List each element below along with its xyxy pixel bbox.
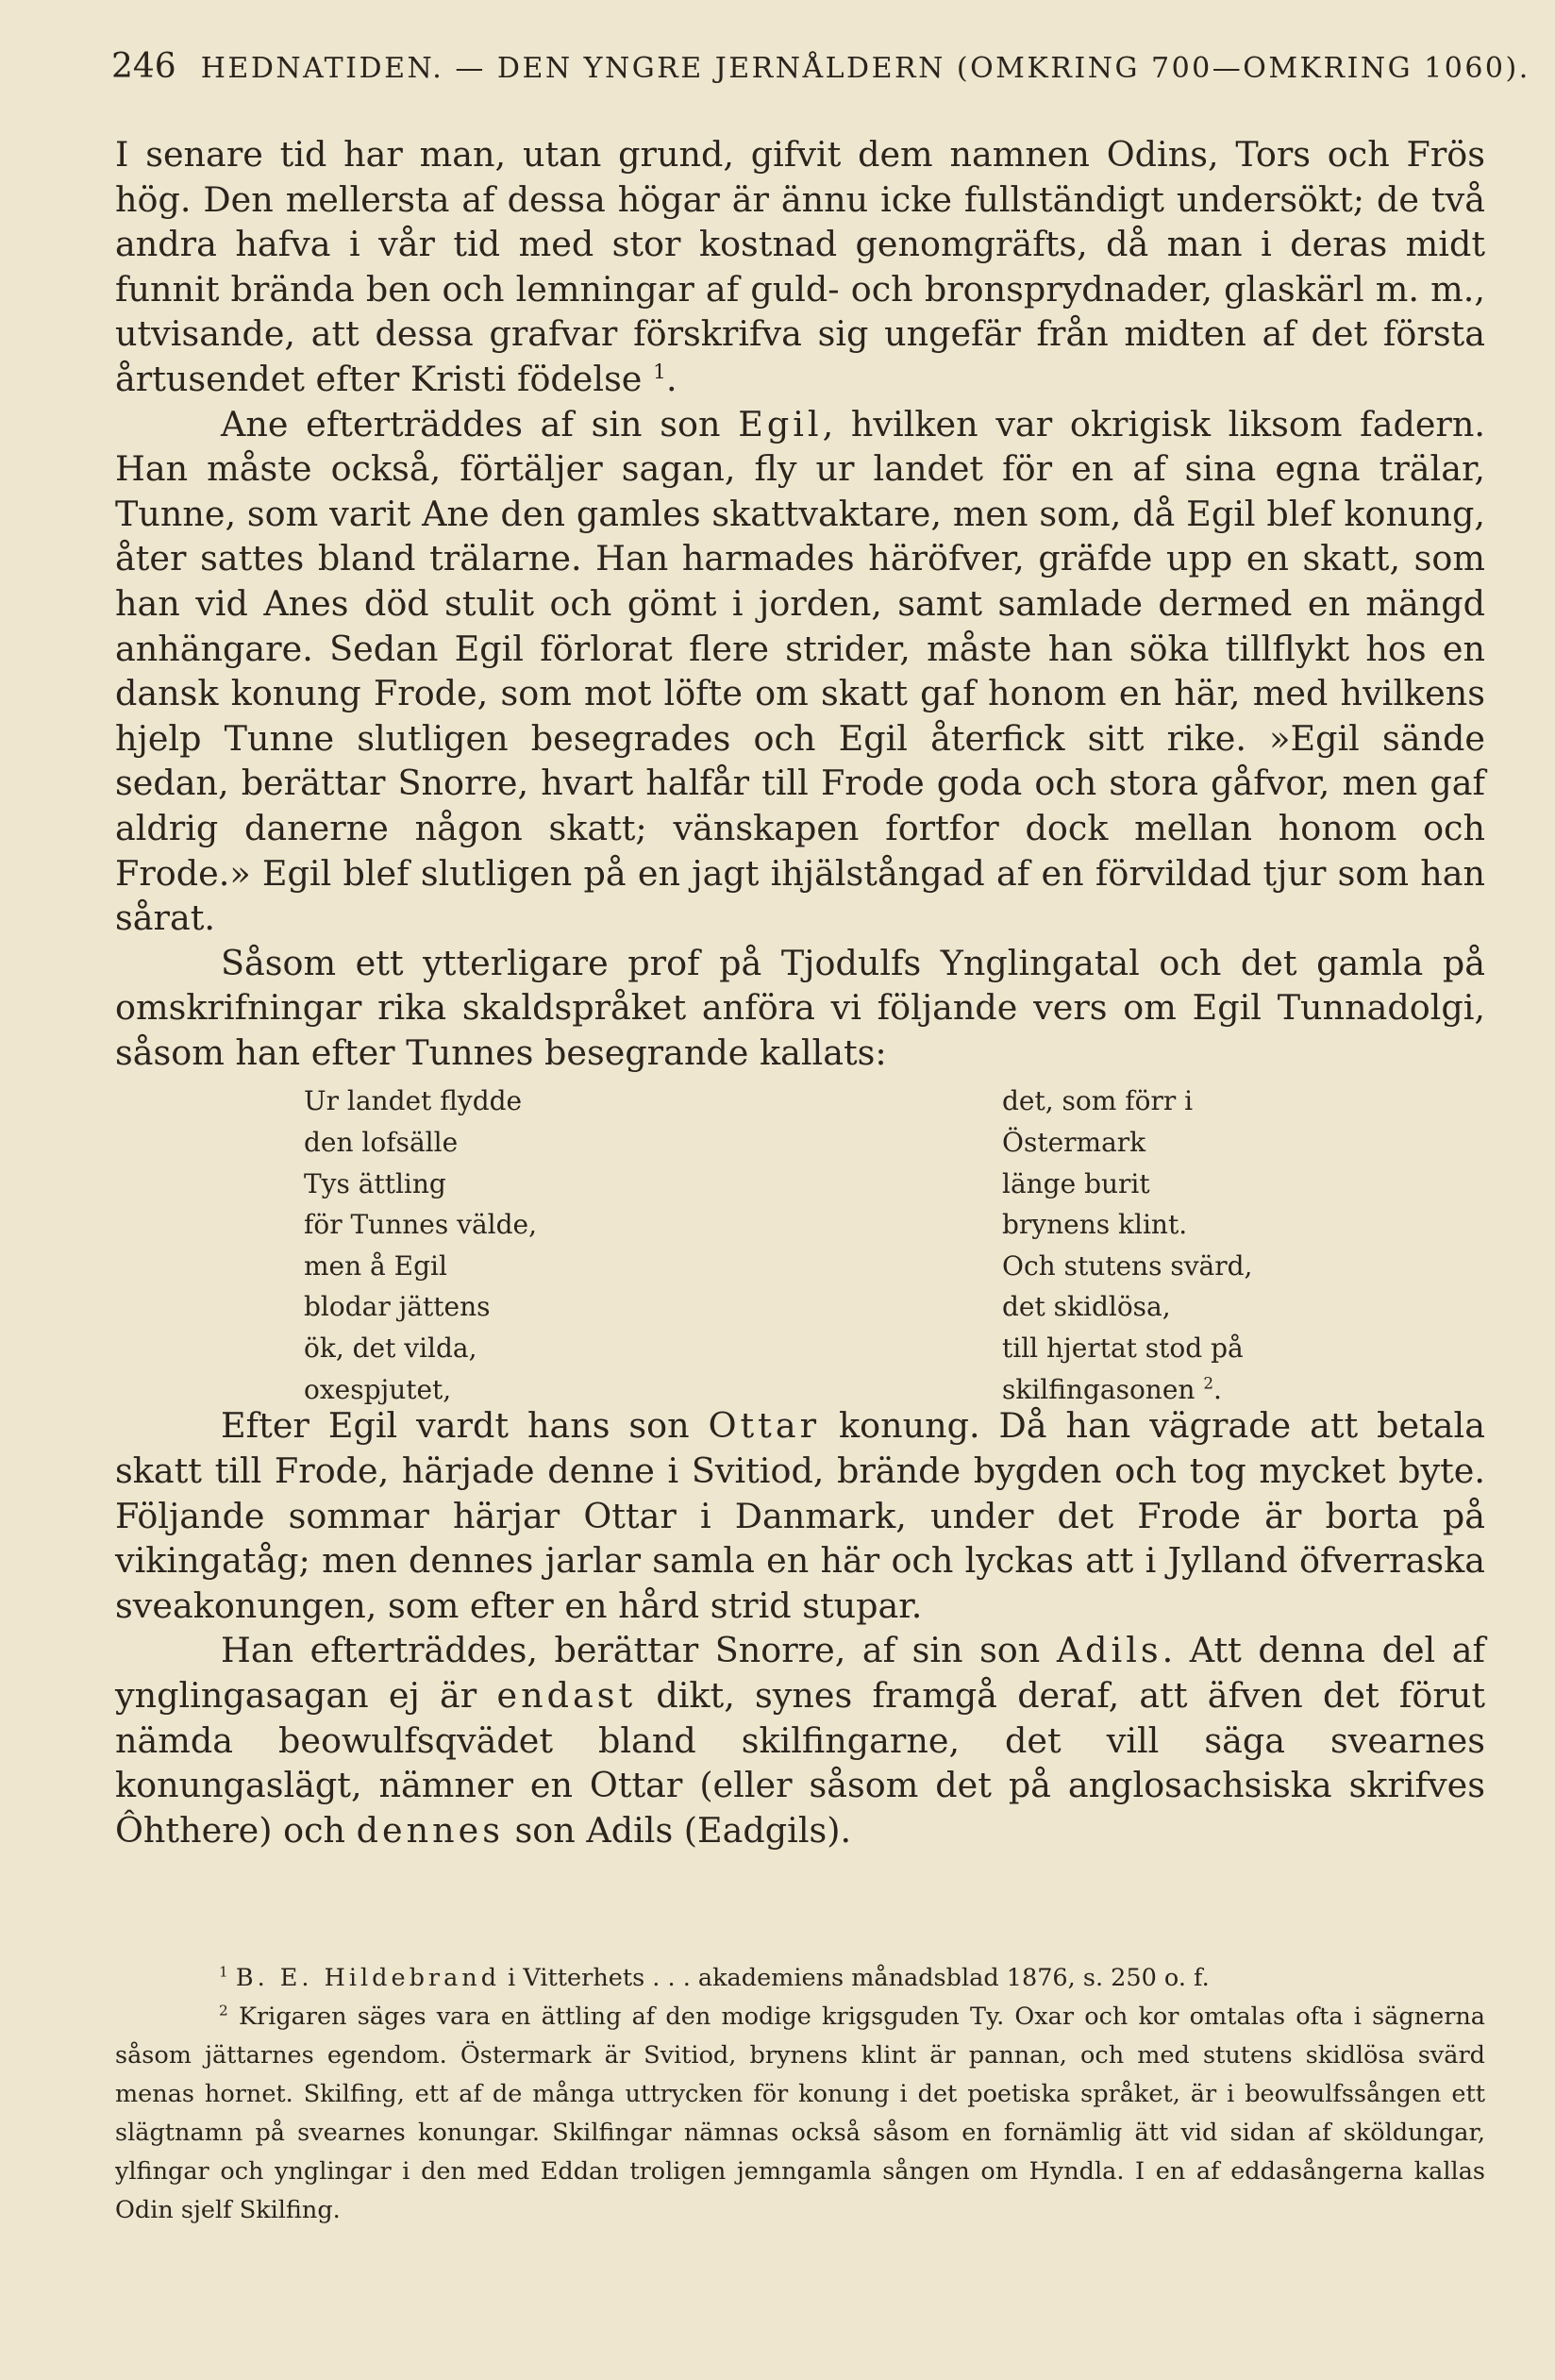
verse-line: ök, det vilda, — [304, 1332, 477, 1365]
footnotes — [115, 1959, 1485, 2230]
footnote-2: $^2$ Krigaren säges vara en ättling af den modige krigsguden Ty. Oxar och kor omtalas ofta i sägnerna såsom jättarnes egendom. Östermark är Svitiod, brynens klint är pannan, och med stutens skidlösa svärd menas hornet. Skilfing, ett af de många uttrycken för konung i det poetiska språket, är i beowulfssången ett slägtnamn på svearnes konungar. Skilfingar nämnas också såsom en fornämlig ätt vid sidan af sköldungar, ylfingar och ynglingar i den med Eddan troligen jemngamla sången om Hyndla. I en af eddasångerna kallas Odin sjelf Skilfing. — [115, 2002, 1486, 2224]
verse-line: blodar jättens — [304, 1291, 491, 1323]
verse-line: länge burit — [1002, 1167, 1150, 1199]
footnote-author: B. E. Hildebrand — [235, 1964, 501, 1992]
paragraph-3: Såsom ett ytterligare prof på Tjodulfs Ynglingatal och det gamla på omskrifningar rika skaldspråket anföra vi följande vers om Egil Tunnadolgi, såsom han efter Tunnes besegrande kallats: — [115, 942, 1485, 1073]
emphasis-dennes: dennes — [356, 1809, 504, 1851]
verse-line: till hjertat stod på — [1002, 1332, 1244, 1365]
verse-line: men å Egil — [304, 1249, 447, 1282]
verse-line: Och stutens svärd, — [1002, 1249, 1253, 1282]
verse-line: det skidlösa, — [1002, 1291, 1171, 1323]
verse-line: Tys ättling — [304, 1167, 446, 1199]
emphasis-endast: endast — [496, 1675, 637, 1717]
paragraph-2: Ane efterträddes af sin son Egil, hvilken var okrigisk liksom fadern. Han måste också, förtäljer sagan, fly ur landet för en af sina egna trälar, Tunne, som varit Ane den gamles skattvaktare, men som, då Egil blef konung, åter sattes bland trälarne. Han harmades häröfver, gräfde upp en skatt, som han vid Anes död stulit och gömt i jorden, samt samlade dermed en mängd anhängare. Sedan Egil förlorat flere strider, måste han söka tillflykt hos en dansk konung Frode, som mot löfte om skatt gaf honom en här, med hvilkens hjelp Tunne slutligen besegrades och Egil återfick sitt rike. »Egil sände sedan, berättar Snorre, hvart halfår till Frode goda och stora gåfvor, men gaf aldrig danerne någon skatt; vänskapen fortfor dock mellan honom och Frode.» Egil blef slutligen på en jagt ihjälstångad af en förvildad tjur som han sårat. — [115, 403, 1485, 939]
paragraph-4: Efter Egil vardt hans son Ottar konung. Då han vägrade att betala skatt till Frode, härjade denne i Svitiod, brände bygden och tog mycket byte. Följande sommar härjar Ottar i Danmark, under det Frode är borta på vikingatåg; men dennes jarlar samla en här och lyckas att i Jylland öfverraska sveakonungen, som efter en hård strid stupar. — [115, 1405, 1485, 1626]
verse-left-column — [304, 1081, 537, 1410]
verse-line: Östermark — [1002, 1127, 1146, 1159]
name-adils: Adils — [1056, 1630, 1162, 1671]
verse-right-column — [1002, 1081, 1252, 1410]
verse-line: oxespjutet, — [304, 1373, 452, 1405]
paragraph-5: Han efterträddes, berättar Snorre, af sin son Adils. Att denna del af ynglingasagan ej är endast dikt, synes framgå deraf, att äfven det förut nämda beowulfsqvädet bland skilfingarne, det vill säga svearnes konungaslägt, nämner en Ottar (eller såsom det på anglosachsiska skrifves Ôhthere) och dennes son Adils (Eadgils). — [115, 1630, 1486, 1851]
verse-line: brynens klint. — [1002, 1209, 1188, 1241]
footnote-1: $^1$ B. E. Hildebrand i Vitterhets . . . akademiens månadsblad 1876, s. 250 o. f. — [219, 1963, 1210, 1992]
verse-block — [115, 1075, 1485, 1403]
verse-line: den lofsälle — [304, 1127, 459, 1159]
main-text — [115, 132, 1485, 1852]
verse-line: för Tunnes välde, — [304, 1209, 537, 1241]
name-ottar: Ottar — [708, 1405, 821, 1447]
verse-line: Ur landet flydde — [304, 1085, 523, 1117]
footnote-ref-1: 1 — [653, 360, 666, 384]
paragraph-1: I senare tid har man, utan grund, gifvit dem namnen Odins, Tors och Frös hög. Den mellersta af dessa högar är ännu icke fullständigt undersökt; de två andra hafva i vår tid med stor kostnad genomgräfts, då man i deras midt funnit brända ben och lemningar af guld- och bronsprydnader, glaskärl m. m., utvisande, att dessa grafvar förskrifva sig ungefär från midten af det första årtusendet efter Kristi födelse $^1$. — [115, 134, 1485, 399]
running-title: HEDNATIDEN. — DEN YNGRE JERNÅLDERN (OMKRING 700—OMKRING 1060). — [200, 52, 1530, 85]
name-egil: Egil — [738, 403, 823, 444]
verse-line: det, som förr i — [1002, 1085, 1194, 1117]
page-number: 246 — [111, 47, 176, 86]
verse-line: skilfingasonen $^2$. — [1002, 1373, 1222, 1405]
footnote-ref-2: 2 — [1203, 1373, 1214, 1393]
running-header — [111, 47, 1530, 86]
